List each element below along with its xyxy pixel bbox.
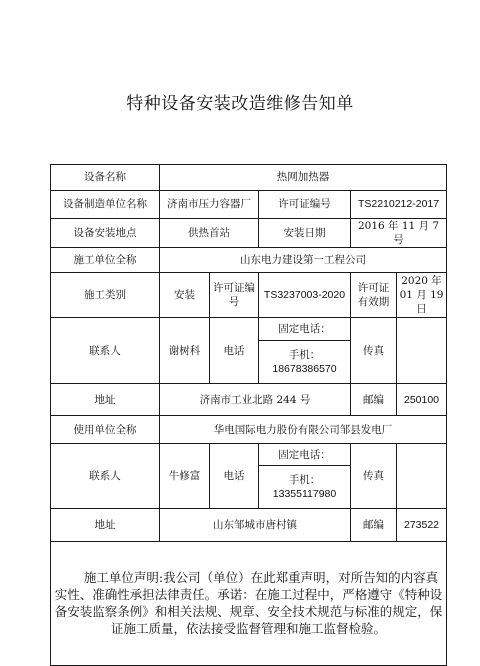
install-date-value: 2016 年 11 月 7 号: [351, 219, 447, 248]
construction-unit-label: 施工单位全称: [51, 248, 160, 273]
row-construction-contact-landline: [51, 318, 447, 341]
row-equipment-name: [51, 165, 447, 191]
user-unit-label: 使用单位全称: [51, 416, 160, 444]
user-phone-label: 电话: [210, 444, 259, 509]
construction-declaration: 施工单位声明:我公司（单位）在此郑重声明，对所告知的内容真实性、准确性承担法律责任。承诺：在施工过程中，严格遵守《特种设备安装监察条例》和相关法规、规章、安全技术规范与标准的规定，保证施工质量，依法接受监督管理和施工监督检验。: [51, 542, 447, 666]
validity-value: 2020 年 01 月 19 日: [397, 273, 447, 318]
construction-address-label: 地址: [51, 384, 160, 416]
user-mobile-value: 13355117980: [272, 488, 337, 501]
category-value: 安装: [160, 273, 210, 318]
user-contact-value: 牛修富: [160, 444, 210, 509]
construction-contact-label: 联系人: [51, 318, 160, 384]
location-label: 设备安装地点: [51, 219, 160, 248]
row-user-unit: [51, 416, 447, 444]
construction-landline-label: 固定电话：: [259, 318, 351, 341]
construction-postcode-label: 邮编: [351, 384, 397, 416]
user-mobile-label: 手机：: [288, 474, 321, 487]
construction-address-value: 济南市工业北路 244 号: [160, 384, 351, 416]
location-value: 供热首站: [160, 219, 259, 248]
user-address-label: 地址: [51, 509, 160, 542]
row-construction-address: [51, 384, 447, 416]
user-contact-label: 联系人: [51, 444, 160, 509]
construction-phone-label: 电话: [210, 318, 259, 384]
user-mobile-cell: [259, 466, 351, 509]
manufacturer-value: 济南市压力容器厂: [160, 191, 259, 219]
row-declaration: [51, 542, 447, 666]
equipment-name-value: 热网加热器: [160, 165, 447, 191]
row-user-contact-landline: [51, 444, 447, 466]
user-landline-label: 固定电话：: [259, 444, 351, 466]
construction-mobile-label: 手机：: [288, 349, 321, 362]
construction-license-value: TS3237003-2020: [259, 273, 351, 318]
row-construction-unit: [51, 248, 447, 273]
row-user-address: [51, 509, 447, 542]
construction-mobile-value: 18678386570: [272, 363, 337, 376]
row-manufacturer: [51, 191, 447, 219]
construction-contact-value: 谢树科: [160, 318, 210, 384]
equipment-name-label: 设备名称: [51, 165, 160, 191]
user-fax-value: [397, 444, 447, 509]
install-date-label: 安装日期: [259, 219, 351, 248]
row-construction-category: [51, 273, 447, 318]
user-postcode-label: 邮编: [351, 509, 397, 542]
construction-unit-value: 山东电力建设第一工程公司: [160, 248, 447, 273]
equipment-license-label: 许可证编号: [259, 191, 351, 219]
validity-label: 许可证有效期: [351, 273, 397, 318]
user-unit-value: 华电国际电力股份有限公司邹县发电厂: [160, 416, 447, 444]
row-location: [51, 219, 447, 248]
user-address-value: 山东邹城市唐村镇: [160, 509, 351, 542]
construction-mobile-cell: [259, 341, 351, 384]
construction-fax-label: 传真: [351, 318, 397, 384]
construction-postcode-value: 250100: [397, 384, 447, 416]
equipment-license-value: TS2210212-2017: [351, 191, 447, 219]
user-fax-label: 传真: [351, 444, 397, 509]
category-label: 施工类别: [51, 273, 160, 318]
page-title: 特种设备安装改造维修告知单: [126, 94, 354, 114]
user-postcode-value: 273522: [397, 509, 447, 542]
construction-license-label: 许可证编号: [210, 273, 259, 318]
notification-form-table: [50, 164, 447, 666]
manufacturer-label: 设备制造单位名称: [51, 191, 160, 219]
construction-fax-value: [397, 318, 447, 384]
